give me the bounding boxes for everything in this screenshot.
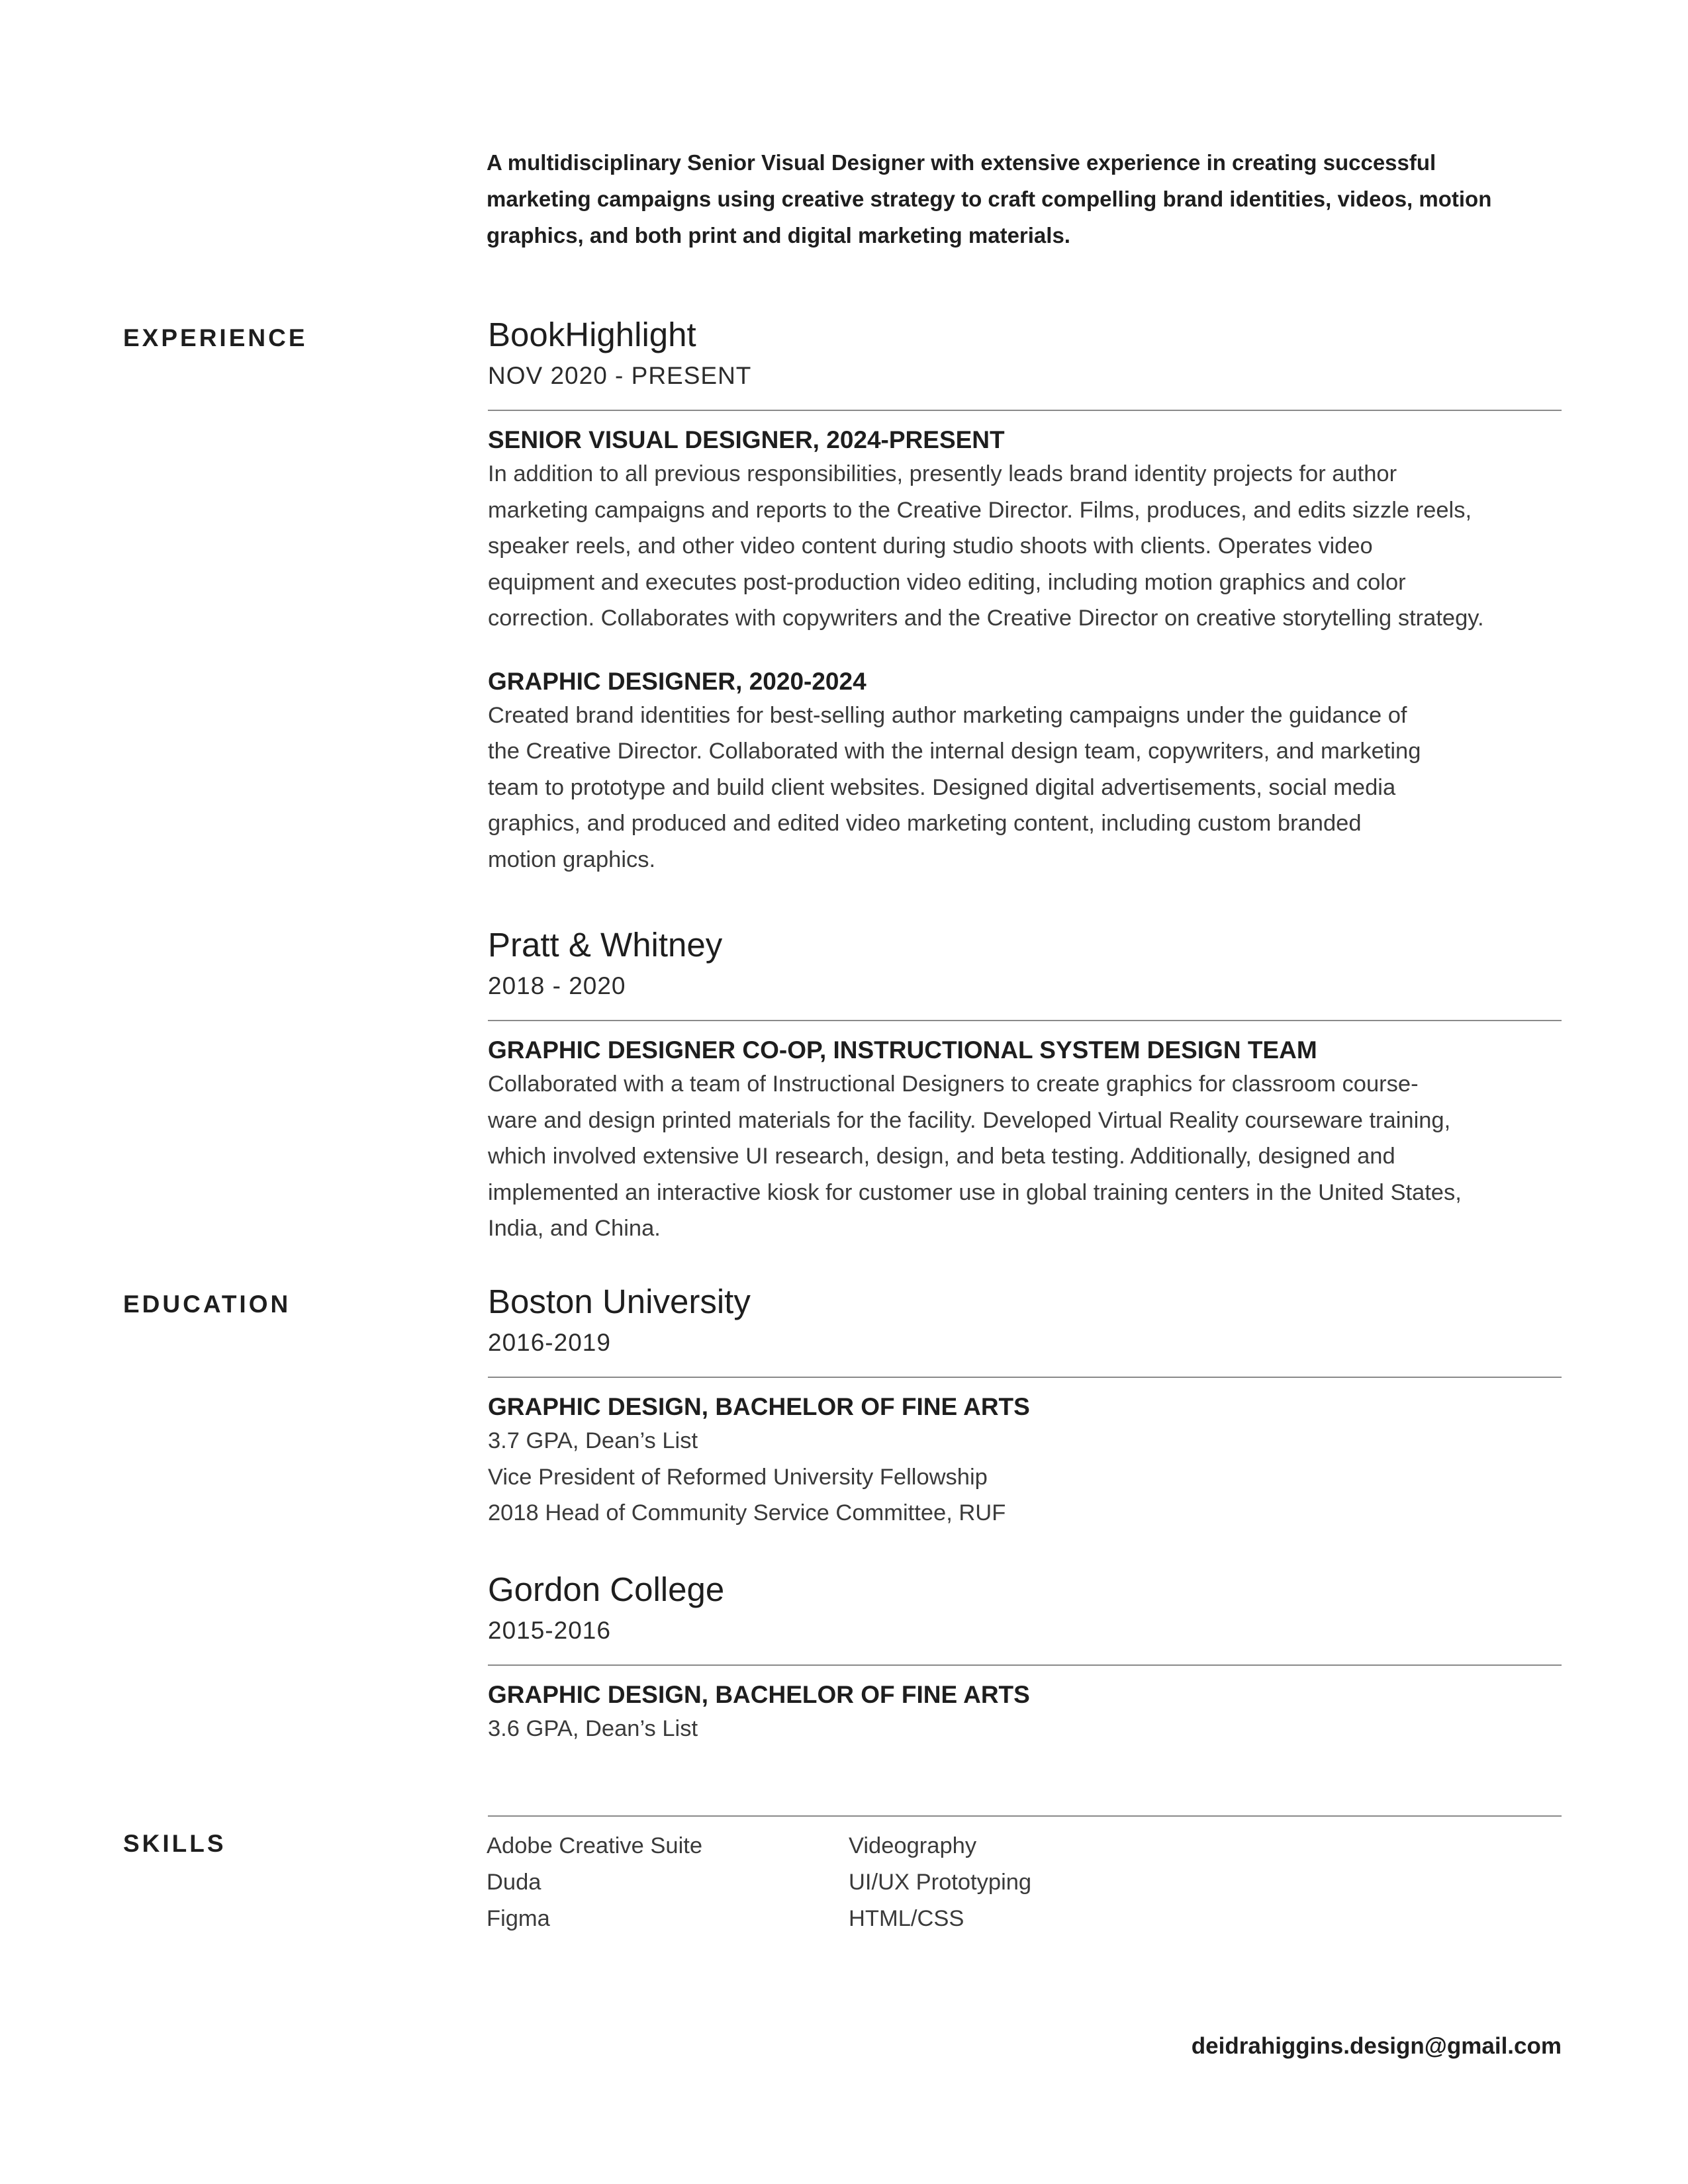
divider: [488, 1815, 1562, 1817]
org-name: Pratt & Whitney: [488, 926, 723, 964]
education-details: 3.6 GPA, Dean’s List: [488, 1716, 698, 1741]
degree-title: GRAPHIC DESIGN, BACHELOR OF FINE ARTS: [488, 1393, 1030, 1420]
section-label-skills: SKILLS: [123, 1830, 226, 1857]
school-dates: 2016-2019: [488, 1329, 611, 1356]
skill-item: Adobe Creative Suite: [487, 1833, 703, 1858]
summary-text: A multidisciplinary Senior Visual Designer with extensive experience in creating successful marketing campaigns using creative strategy to craft compelling brand identities, videos, motion graphics, and both print and digital marketing materials.: [487, 150, 1492, 248]
org-dates: NOV 2020 - PRESENT: [488, 362, 752, 389]
section-label-education: EDUCATION: [123, 1291, 291, 1318]
role-description: Collaborated with a team of Instructional Designers to create graphics for classroom course- ware and design printed materials for the facility. Developed Virtual Reality courseware training, which involved extensive UI research, design, and beta testing. Additionally, designed and implemented an interactive kiosk for customer use in global training centers in the United States, India, and China.: [488, 1071, 1462, 1241]
org-name: BookHighlight: [488, 316, 696, 353]
skills-column-2: [849, 1828, 1031, 1937]
skill-item: UI/UX Prototyping: [849, 1870, 1032, 1895]
skill-item: Videography: [849, 1833, 977, 1858]
skill-item: Duda: [487, 1870, 541, 1895]
org-dates: 2018 - 2020: [488, 972, 626, 999]
divider: [488, 1020, 1562, 1021]
school-name: Boston University: [488, 1283, 751, 1320]
experience-pratt-whitney: [488, 925, 1560, 1247]
divider: [488, 1664, 1562, 1666]
skills-column-1: [487, 1828, 702, 1937]
education-boston-university: [488, 1281, 1560, 1531]
role-title: GRAPHIC DESIGNER, 2020-2024: [488, 667, 867, 695]
role-title: GRAPHIC DESIGNER CO-OP, INSTRUCTIONAL SYSTEM DESIGN TEAM: [488, 1036, 1317, 1064]
education-details: 3.7 GPA, Dean’s List Vice President of Reformed University Fellowship 2018 Head of Community Service Committee, RUF: [488, 1428, 1006, 1525]
role-title: SENIOR VISUAL DESIGNER, 2024-PRESENT: [488, 426, 1005, 453]
degree-title: GRAPHIC DESIGN, BACHELOR OF FINE ARTS: [488, 1681, 1030, 1708]
education-gordon-college: [488, 1569, 1560, 1747]
school-dates: 2015-2016: [488, 1617, 611, 1644]
school-name: Gordon College: [488, 1570, 725, 1608]
divider: [488, 410, 1562, 411]
role-description: In addition to all previous responsibilities, presently leads brand identity projects for author marketing campaigns and reports to the Creative Director. Films, produces, and edits sizzle reels, speaker reels, and other video content during studio shoots with clients. Operates video equipment and executes post-production video editing, including motion graphics and color correction. Collaborates with copywriters and the Creative Director on creative storytelling strategy.: [488, 461, 1484, 631]
section-label-experience: EXPERIENCE: [123, 324, 308, 351]
skill-item: HTML/CSS: [849, 1906, 964, 1931]
experience-bookhighlight: [488, 314, 1560, 878]
contact-email[interactable]: deidrahiggins.design@gmail.com: [1191, 2033, 1562, 2059]
skill-item: Figma: [487, 1906, 550, 1931]
role-description: Created brand identities for best-selling author marketing campaigns under the guidance of the Creative Director. Collaborated with the internal design team, copywriters, and marketing team to prototype and build client websites. Designed digital advertisements, social media graphics, and produced and edited video marketing content, including custom branded motion graphics.: [488, 702, 1421, 872]
divider: [488, 1377, 1562, 1378]
